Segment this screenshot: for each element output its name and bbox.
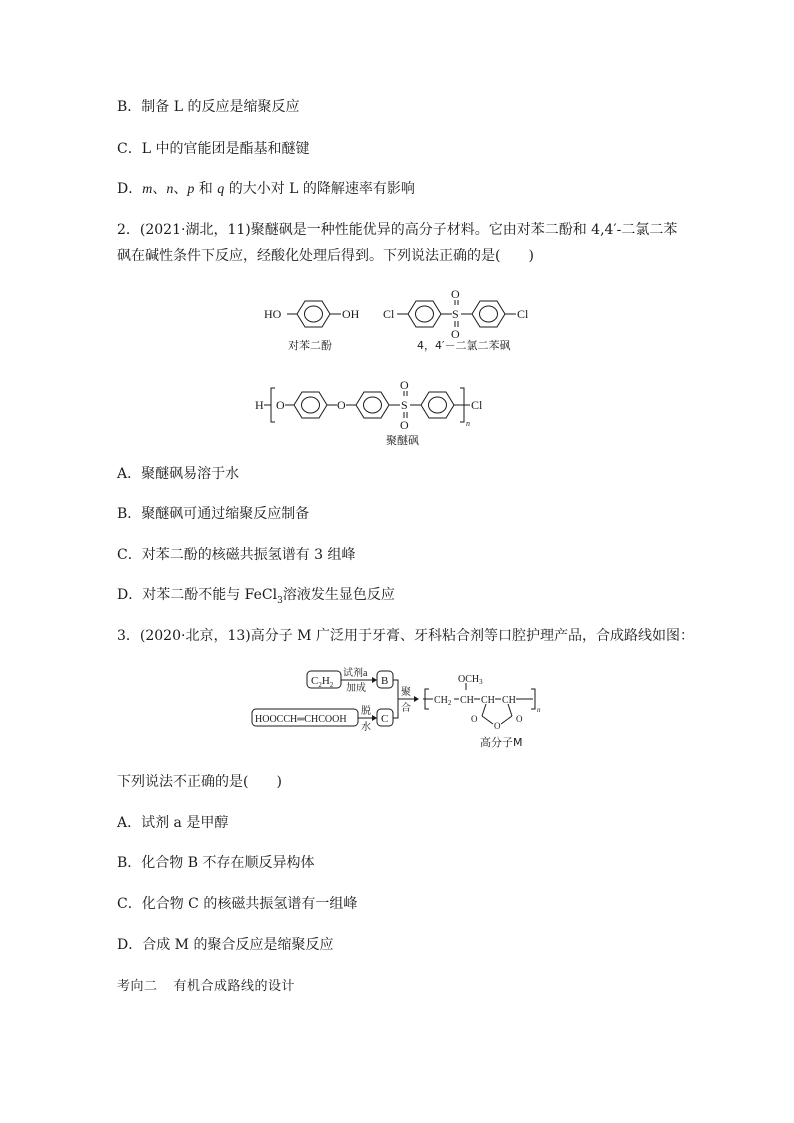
pes-h: H: [255, 398, 264, 412]
hq-oh: OH: [342, 307, 360, 321]
sep-2: 、: [173, 181, 188, 197]
q3-option-c: C．化合物 C 的核磁共振氢谱有一组峰: [117, 896, 358, 912]
dehydration-2: 水: [361, 722, 371, 733]
m-ch-b: CH: [502, 695, 516, 706]
var-m: m: [142, 182, 153, 197]
b-label: B: [381, 675, 389, 687]
dcdps-o-top: O: [451, 287, 460, 301]
m-caption: 高分子M: [480, 736, 523, 749]
addition-label: 加成: [346, 683, 366, 694]
maleic-acid-label: HOOCCH═CHCOOH: [255, 714, 347, 725]
dcdps-cl-left: Cl: [383, 307, 395, 321]
q1-option-c: C．L 中的官能团是酯基和醚键: [117, 141, 310, 157]
c-label: C: [381, 713, 389, 725]
q2-option-d-sub: 3: [277, 595, 283, 606]
reagent-a-label: 试剂a: [343, 668, 368, 679]
dcdps-o-bottom: O: [451, 327, 460, 341]
ring-o: O: [494, 721, 501, 731]
pes-cl: Cl: [471, 398, 483, 412]
m-ch: CH: [460, 695, 474, 706]
dcdps-cl-right: Cl: [517, 307, 529, 321]
pes-o-bottom: O: [400, 418, 409, 432]
section-title: 有机合成路线的设计: [173, 979, 296, 994]
hq-caption: 对苯二酚: [288, 339, 332, 352]
sep-3: 和: [194, 181, 218, 197]
pes-o2: O: [337, 398, 346, 412]
section-label: 考向二: [117, 979, 158, 994]
pes-caption: 聚醚砜: [386, 434, 419, 447]
q1-option-b: B．制备 L 的反应是缩聚反应: [117, 99, 300, 115]
dcdps-s: S: [452, 307, 459, 321]
carbonyl-o-right: O: [516, 714, 523, 724]
polymerize-2: 合: [401, 703, 411, 714]
q2-option-d-after: 溶液发生显色反应: [282, 587, 395, 603]
dcdps-caption: 4，4′－二氯二苯砜: [417, 339, 511, 352]
pes-o1: O: [276, 398, 285, 412]
var-n: n: [166, 182, 174, 197]
q2-option-b: B．聚醚砜可通过缩聚反应制备: [117, 506, 310, 522]
q2-stem-line2: 砜在碱性条件下反应，经酸化处理后得到。下列说法正确的是( ): [117, 248, 534, 264]
q2-option-a: A．聚醚砜易溶于水: [117, 466, 240, 482]
polymerize-1: 聚: [401, 687, 411, 698]
q2-option-c: C．对苯二酚的核磁共振氢谱有 3 组峰: [117, 547, 356, 563]
var-p: p: [187, 182, 195, 197]
m-ch2: $CH_2$: [434, 695, 452, 707]
c2h2-c: $C_2H_2$: [311, 675, 334, 689]
pes-n: n: [466, 419, 470, 428]
carbonyl-o-left: O: [471, 714, 478, 724]
m-och3: $OCH_3$: [458, 674, 483, 686]
join-bracket: [393, 680, 398, 718]
section-heading: [117, 975, 295, 994]
pes-o-top: O: [400, 378, 409, 392]
q3-option-d: D．合成 M 的聚合反应是缩聚反应: [117, 937, 334, 953]
var-q: q: [217, 182, 225, 197]
pes-s: S: [401, 398, 408, 412]
q3-option-b: B．化合物 B 不存在顺反异构体: [117, 855, 315, 871]
q3-option-a: A．试剂 a 是甲醇: [117, 815, 229, 831]
sep-1: 、: [152, 181, 167, 197]
q1-option-d-suffix: 的大小对 L 的降解速率有影响: [224, 181, 415, 197]
dehydration-1: 脱: [361, 706, 371, 717]
q2-option-d-before: D．对苯二酚不能与 FeCl: [117, 587, 278, 603]
q2-stem-line1: 2．(2021·湖北，11)聚醚砜是一种性能优异的高分子材料。它由对苯二酚和 4,4′-二氯二苯: [117, 222, 678, 238]
m-n: n: [537, 706, 541, 714]
m-ch-a: CH: [481, 695, 495, 706]
q3-question: 下列说法不正确的是( ): [117, 774, 282, 790]
hq-ho: HO: [264, 307, 282, 321]
q1-option-d-prefix: D．: [117, 181, 143, 197]
q3-stem-line1: 3．(2020·北京，13)高分子 M 广泛用于牙膏、牙科粘合剂等口腔护理产品，合成路线如图：: [117, 628, 694, 644]
